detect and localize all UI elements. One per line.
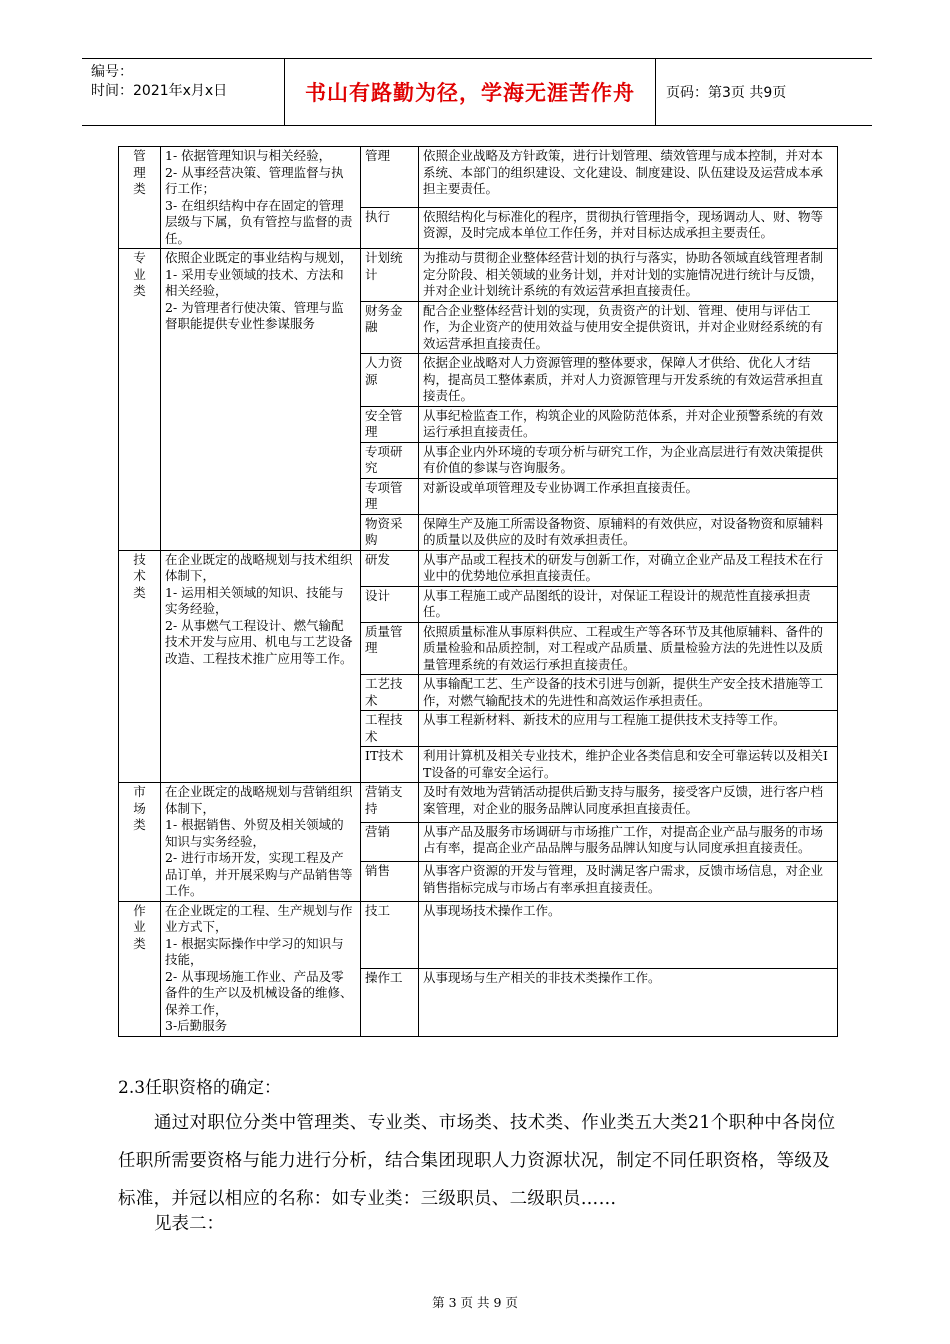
position-cell: 技工 [361, 901, 419, 969]
requirement-line: 3- 在组织结构中存在固定的管理层级与下属，负有管控与监督的责任。 [165, 197, 353, 246]
duty-cell: 为推动与贯彻企业整体经营计划的执行与落实，协助各领域直线管理者制定分阶段、相关领域的业务计划，并对计划的实施情况进行统计与反馈，并对企业计划统计系统的有效运营承担直接责任。 [419, 249, 838, 302]
position-cell: 计划统计 [361, 249, 419, 302]
position-cell: 质量管理 [361, 622, 419, 675]
position-cell: 财务金融 [361, 301, 419, 354]
table-row [119, 901, 838, 969]
duty-cell: 利用计算机及相关专业技术，维护企业各类信息和安全可靠运转以及相关IT设备的可靠安全运行。 [419, 747, 838, 783]
requirement-line: 1- 根据销售、外贸及相关领域的知识与实务经验， [165, 817, 344, 849]
position-cell: 营销支持 [361, 783, 419, 823]
table-row [119, 249, 838, 302]
requirements-cell [161, 249, 361, 551]
category-cell [119, 249, 161, 551]
duty-cell: 对新设或单项管理及专业协调工作承担直接责任。 [419, 478, 838, 514]
requirement-line: 2- 为管理者行使决策、管理与监督职能提供专业性参谋服务 [165, 299, 344, 331]
category-char: 术 [133, 568, 146, 583]
duty-cell: 从事产品及服务市场调研与市场推广工作，对提高企业产品与服务的市场占有率，提高企业产品品牌与服务品牌认知度与认同度承担直接责任。 [419, 822, 838, 862]
position-cell: 工艺技术 [361, 675, 419, 711]
category-char: 类 [133, 584, 146, 600]
position-cell: IT技术 [361, 747, 419, 783]
code-label: 编号： [91, 64, 133, 80]
table-row [119, 783, 838, 823]
requirements-cell [161, 901, 361, 1036]
header-page-label: 页码：第3页 共9页 [666, 85, 787, 101]
category-cell [119, 901, 161, 1036]
duty-cell: 从事企业内外环境的专项分析与研究工作，为企业高层进行有效决策提供有价值的参谋与咨询服务。 [419, 442, 838, 478]
position-cell: 设计 [361, 586, 419, 622]
category-char: 管 [133, 148, 146, 163]
category-cell [119, 147, 161, 249]
duty-cell: 配合企业整体经营计划的实现，负责资产的计划、管理、使用与评估工作，为企业资产的使用效益与使用安全提供资讯，并对企业财经系统的有效运营承担直接责任。 [419, 301, 838, 354]
requirements-cell [161, 550, 361, 783]
time-label: 时间：2021年x月x日 [91, 83, 228, 99]
page-header [82, 58, 872, 126]
category-cell [119, 550, 161, 783]
category-char: 类 [133, 283, 146, 298]
requirement-line: 在企业既定的战略规划与营销组织体制下， [165, 784, 353, 816]
header-meta [82, 59, 284, 125]
page-footer: 第 3 页 共 9 页 [432, 1295, 518, 1310]
position-cell: 销售 [361, 862, 419, 902]
requirement-line: 3-后勤服务 [165, 1018, 228, 1033]
position-cell: 安全管理 [361, 406, 419, 442]
requirement-line: 1- 采用专业领域的技术、方法和相关经验， [165, 266, 344, 298]
category-char: 技 [133, 551, 146, 567]
position-cell: 专项研究 [361, 442, 419, 478]
category-char: 作 [133, 902, 146, 918]
category-char: 类 [133, 817, 146, 832]
duty-cell: 及时有效地为营销活动提供后勤支持与服务，接受客户反馈，进行客户档案管理，对企业的服务品牌认同度承担直接责任。 [419, 783, 838, 823]
position-cell: 专项管理 [361, 478, 419, 514]
position-cell: 管理 [361, 147, 419, 208]
category-char: 业 [133, 919, 146, 934]
duty-cell: 依照质量标准从事原料供应、工程或生产等各环节及其他原辅料、备件的质量检验和品质控制，对工程或产品质量、质量检验方法的先进性以及质量管理系统的有效运行承担直接责任。 [419, 622, 838, 675]
job-classification-table [118, 146, 838, 1037]
category-char: 场 [133, 800, 146, 816]
category-char: 类 [133, 181, 146, 196]
duty-cell: 从事纪检监查工作，构筑企业的风险防范体系，并对企业预警系统的有效运行承担直接责任。 [419, 406, 838, 442]
duty-cell: 依照结构化与标准化的程序，贯彻执行管理指令，现场调动人、财、物等资源，及时完成本单位工作任务，并对目标达成承担主要责任。 [419, 207, 838, 249]
requirements-cell [161, 147, 361, 249]
see-table-note: 见表二： [154, 1214, 224, 1234]
requirement-line: 2- 从事经营决策、管理监督与执行工作； [165, 164, 344, 196]
duty-cell: 依照企业战略及方针政策，进行计划管理、绩效管理与成本控制，并对本系统、本部门的组织建设、文化建设、制度建设、队伍建设及运营成本承担主要责任。 [419, 147, 838, 208]
position-cell: 物资采购 [361, 514, 419, 550]
duty-cell: 从事输配工艺、生产设备的技术引进与创新，提供生产安全技术措施等工作，对燃气输配技术的先进性和高效运作承担责任。 [419, 675, 838, 711]
category-char: 专 [133, 250, 146, 265]
duty-cell: 从事现场技术操作工作。 [419, 901, 838, 969]
position-cell: 执行 [361, 207, 419, 249]
duty-cell: 从事产品或工程技术的研发与创新工作，对确立企业产品及工程技术在行业中的优势地位承担直接责任。 [419, 550, 838, 586]
position-cell: 营销 [361, 822, 419, 862]
requirement-line: 1- 根据实际操作中学习的知识与技能， [165, 935, 344, 967]
position-cell: 研发 [361, 550, 419, 586]
position-cell: 操作工 [361, 969, 419, 1037]
position-cell: 人力资源 [361, 354, 419, 407]
requirements-cell [161, 783, 361, 902]
table-row [119, 147, 838, 208]
duty-cell: 从事工程施工或产品图纸的设计，对保证工程设计的规范性直接承担责任。 [419, 586, 838, 622]
table-row [119, 550, 838, 586]
category-char: 类 [133, 935, 146, 951]
section-title: 2.3任职资格的确定： [118, 1078, 282, 1098]
requirement-line: 1- 运用相关领域的知识、技能与实务经验， [165, 584, 344, 616]
requirement-line: 1- 依据管理知识与相关经验， [165, 148, 332, 163]
duty-cell: 从事客户资源的开发与管理，及时满足客户需求，反馈市场信息，对企业销售指标完成与市场占有率承担直接责任。 [419, 862, 838, 902]
requirement-line: 2- 从事燃气工程设计、燃气输配技术开发与应用、机电与工艺设备改造、工程技术推广应用等工作。 [165, 617, 353, 666]
duty-cell: 从事工程新材料、新技术的应用与工程施工提供技术支持等工作。 [419, 711, 838, 747]
requirement-line: 在企业既定的工程、生产规划与作业方式下， [165, 902, 353, 934]
category-cell [119, 783, 161, 902]
category-char: 市 [133, 784, 146, 799]
category-char: 理 [133, 164, 146, 180]
requirement-line: 2- 进行市场开发，实现工程及产品订单，并开展采购与产品销售等工作。 [165, 850, 353, 898]
duty-cell: 从事现场与生产相关的非技术类操作工作。 [419, 969, 838, 1037]
requirement-line: 2- 从事现场施工作业、产品及零备件的生产以及机械设备的维修、保养工作， [165, 968, 353, 1017]
requirement-line: 在企业既定的战略规划与技术组织体制下， [165, 551, 353, 583]
duty-cell: 依据企业战略对人力资源管理的整体要求，保障人才供给、优化人才结构，提高员工整体素质，并对人力资源管理与开发系统的有效运营承担直接责任。 [419, 354, 838, 407]
category-char: 业 [133, 266, 146, 282]
header-motto: 书山有路勤为径，学海无涯苦作舟 [284, 59, 656, 125]
body-paragraph: 通过对职位分类中管理类、专业类、市场类、技术类、作业类五大类21个职种中各岗位任职所需要资格与能力进行分析，结合集团现职人力资源状况，制定不同任职资格，等级及标准，并冠以相应的名称：如专业类：三级职员、二级职员…… [118, 1113, 836, 1209]
position-cell: 工程技术 [361, 711, 419, 747]
duty-cell: 保障生产及施工所需设备物资、原辅料的有效供应，对设备物资和原辅料的质量以及供应的及时有效承担责任。 [419, 514, 838, 550]
requirement-line: 依照企业既定的事业结构与规划， [165, 250, 353, 265]
